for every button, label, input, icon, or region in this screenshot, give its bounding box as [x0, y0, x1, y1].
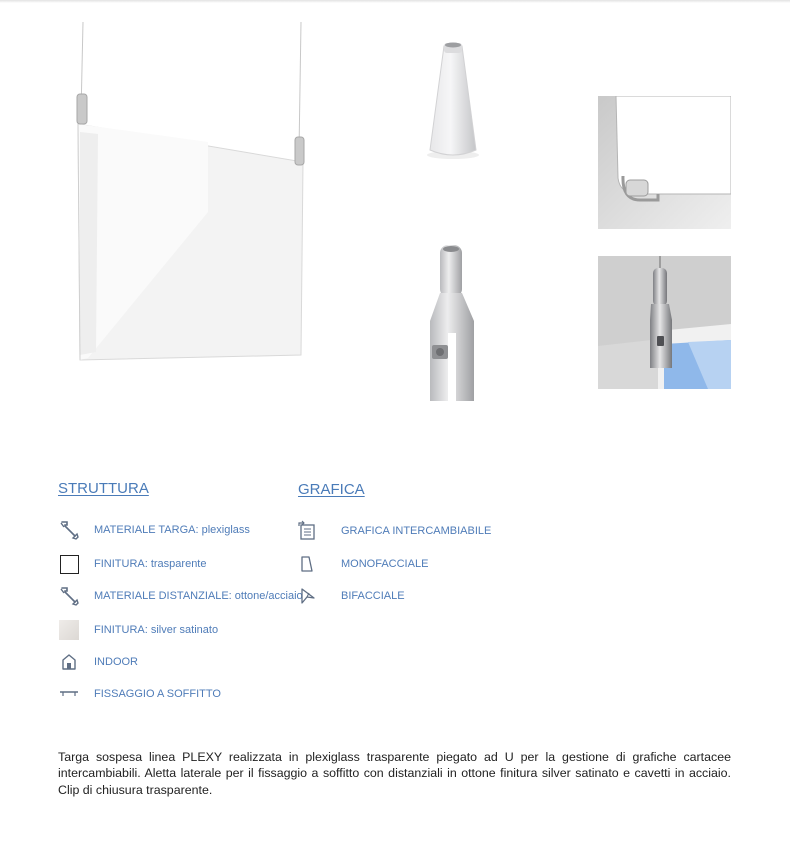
page-top-border	[0, 0, 790, 3]
spec-row-materiale-distanziale	[58, 585, 303, 607]
transparent-swatch-icon	[58, 553, 80, 575]
mounted-spacer-detail-photo	[598, 256, 731, 389]
spec-row-monofacciale	[296, 553, 428, 575]
struttura-heading: STRUTTURA	[58, 480, 149, 497]
spec-row-grafica-intercambiabile	[296, 520, 491, 542]
spec-text-indoor: INDOOR	[94, 656, 138, 668]
interchangeable-graphic-icon	[296, 520, 318, 542]
spec-text-bifacciale: BIFACCIALE	[341, 590, 405, 602]
spec-text-fissaggio: FISSAGGIO A SOFFITTO	[94, 688, 221, 700]
ceiling-mount-icon	[58, 683, 80, 705]
spec-row-finitura-silver	[58, 619, 218, 641]
corner-clip-detail-photo	[598, 96, 731, 229]
house-icon	[58, 651, 80, 673]
spec-text-materiale-targa: MATERIALE TARGA: plexiglass	[94, 524, 250, 536]
double-sided-icon	[296, 585, 318, 607]
product-description: Targa sospesa linea PLEXY realizzata in plexiglass trasparente piegato ad U per la gestione di grafiche cartacee intercambiabili. Aletta laterale per il fissaggio a soffitto con distanziali in ottone finitura silver satinato e cavetti in acciaio. Clip di chiusura trasparente.	[58, 750, 731, 797]
clamp-spacer-photo	[362, 233, 544, 415]
silver-swatch-icon	[58, 619, 80, 641]
hanging-sign-photo	[58, 22, 330, 434]
cone-spacer-photo	[362, 22, 544, 194]
spec-text-materiale-distanziale: MATERIALE DISTANZIALE: ottone/acciaio	[94, 590, 303, 602]
grafica-heading: GRAFICA	[298, 481, 365, 498]
spec-text-finitura-silver: FINITURA: silver satinato	[94, 624, 219, 636]
spec-text-grafica-intercambiabile: GRAFICA INTERCAMBIABILE	[341, 525, 492, 537]
spec-row-finitura-trasparente	[58, 553, 206, 575]
spec-text-finitura-trasparente: FINITURA: trasparente	[94, 558, 207, 570]
wrench-icon	[58, 585, 80, 607]
spec-row-materiale-targa	[58, 519, 250, 541]
single-sided-icon	[296, 553, 318, 575]
wrench-icon	[58, 519, 80, 541]
spec-text-monofacciale: MONOFACCIALE	[341, 558, 429, 570]
spec-row-fissaggio	[58, 683, 221, 705]
spec-row-indoor	[58, 651, 138, 673]
spec-row-bifacciale	[296, 585, 405, 607]
